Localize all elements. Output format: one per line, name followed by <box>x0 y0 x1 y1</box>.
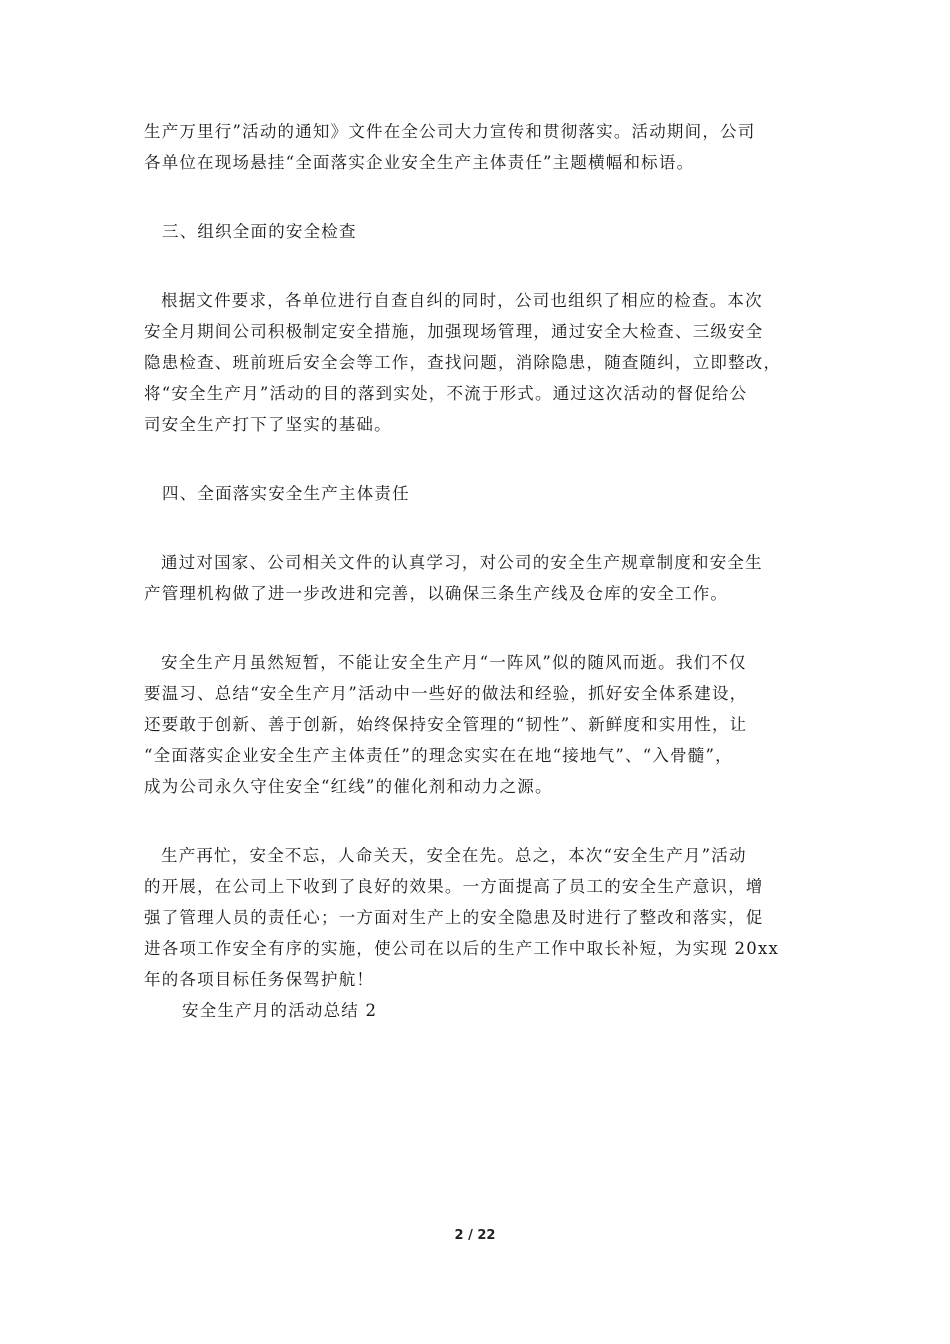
paragraph <box>144 547 808 609</box>
text-line: 司安全生产打下了坚实的基础。 <box>144 415 392 434</box>
page-indicator: 2 / 22 <box>454 1228 496 1243</box>
text-line: 还要敢于创新、善于创新，始终保持安全管理的“韧性”、新鲜度和实用性，让 <box>144 715 748 734</box>
text-line: 的开展，在公司上下收到了良好的效果。一方面提高了员工的安全生产意识，增 <box>144 877 764 896</box>
section-heading: 四、全面落实安全生产主体责任 <box>162 484 410 503</box>
text-line: 进各项工作安全有序的实施，使公司在以后的生产工作中取长补短，为实现 20xx <box>144 939 779 958</box>
paragraph <box>144 116 808 178</box>
text-line: 年的各项目标任务保驾护航！ <box>144 970 375 989</box>
paragraph <box>144 840 808 995</box>
text-line: 强了管理人员的责任心；一方面对生产上的安全隐患及时进行了整改和落实，促 <box>144 908 764 927</box>
paragraph <box>144 647 808 802</box>
text-line: 隐患检查、班前班后安全会等工作，查找问题，消除隐患，随查随纠，立即整改， <box>144 353 782 372</box>
text-line: 根据文件要求，各单位进行自查自纠的同时，公司也组织了相应的检查。本次 <box>161 291 763 310</box>
text-line: 安全生产月虽然短暂，不能让安全生产月“一阵风”似的随风而逝。我们不仅 <box>161 653 747 672</box>
text-line: 通过对国家、公司相关文件的认真学习，对公司的安全生产规章制度和安全生 <box>161 553 763 572</box>
text-line: 各单位在现场悬挂“全面落实企业安全生产主体责任”主题横幅和标语。 <box>144 153 695 172</box>
text-line: 生产再忙，安全不忘，人命关天，安全在先。总之，本次“安全生产月”活动 <box>161 846 747 865</box>
text-line: 安全月期间公司积极制定安全措施，加强现场管理，通过安全大检查、三级安全 <box>144 322 764 341</box>
text-line: “全面落实企业安全生产主体责任”的理念实实在在地“接地气”、“入骨髓”， <box>144 746 733 765</box>
text-line: 生产万里行”活动的通知》文件在全公司大力宣传和贯彻落实。活动期间，公司 <box>144 122 756 141</box>
text-line: 将“安全生产月”活动的目的落到实处，不流于形式。通过这次活动的督促给公 <box>144 384 748 403</box>
section-heading: 三、组织全面的安全检查 <box>162 222 357 241</box>
text-line: 成为公司永久守住安全“红线”的催化剂和动力之源。 <box>144 777 553 796</box>
text-line: 产管理机构做了进一步改进和完善，以确保三条生产线及仓库的安全工作。 <box>144 584 729 603</box>
text-line: 要温习、总结“安全生产月”活动中一些好的做法和经验，抓好安全体系建设， <box>144 684 748 703</box>
document-body <box>144 116 808 1026</box>
paragraph <box>144 285 808 440</box>
section-title: 安全生产月的活动总结 2 <box>182 1001 378 1020</box>
